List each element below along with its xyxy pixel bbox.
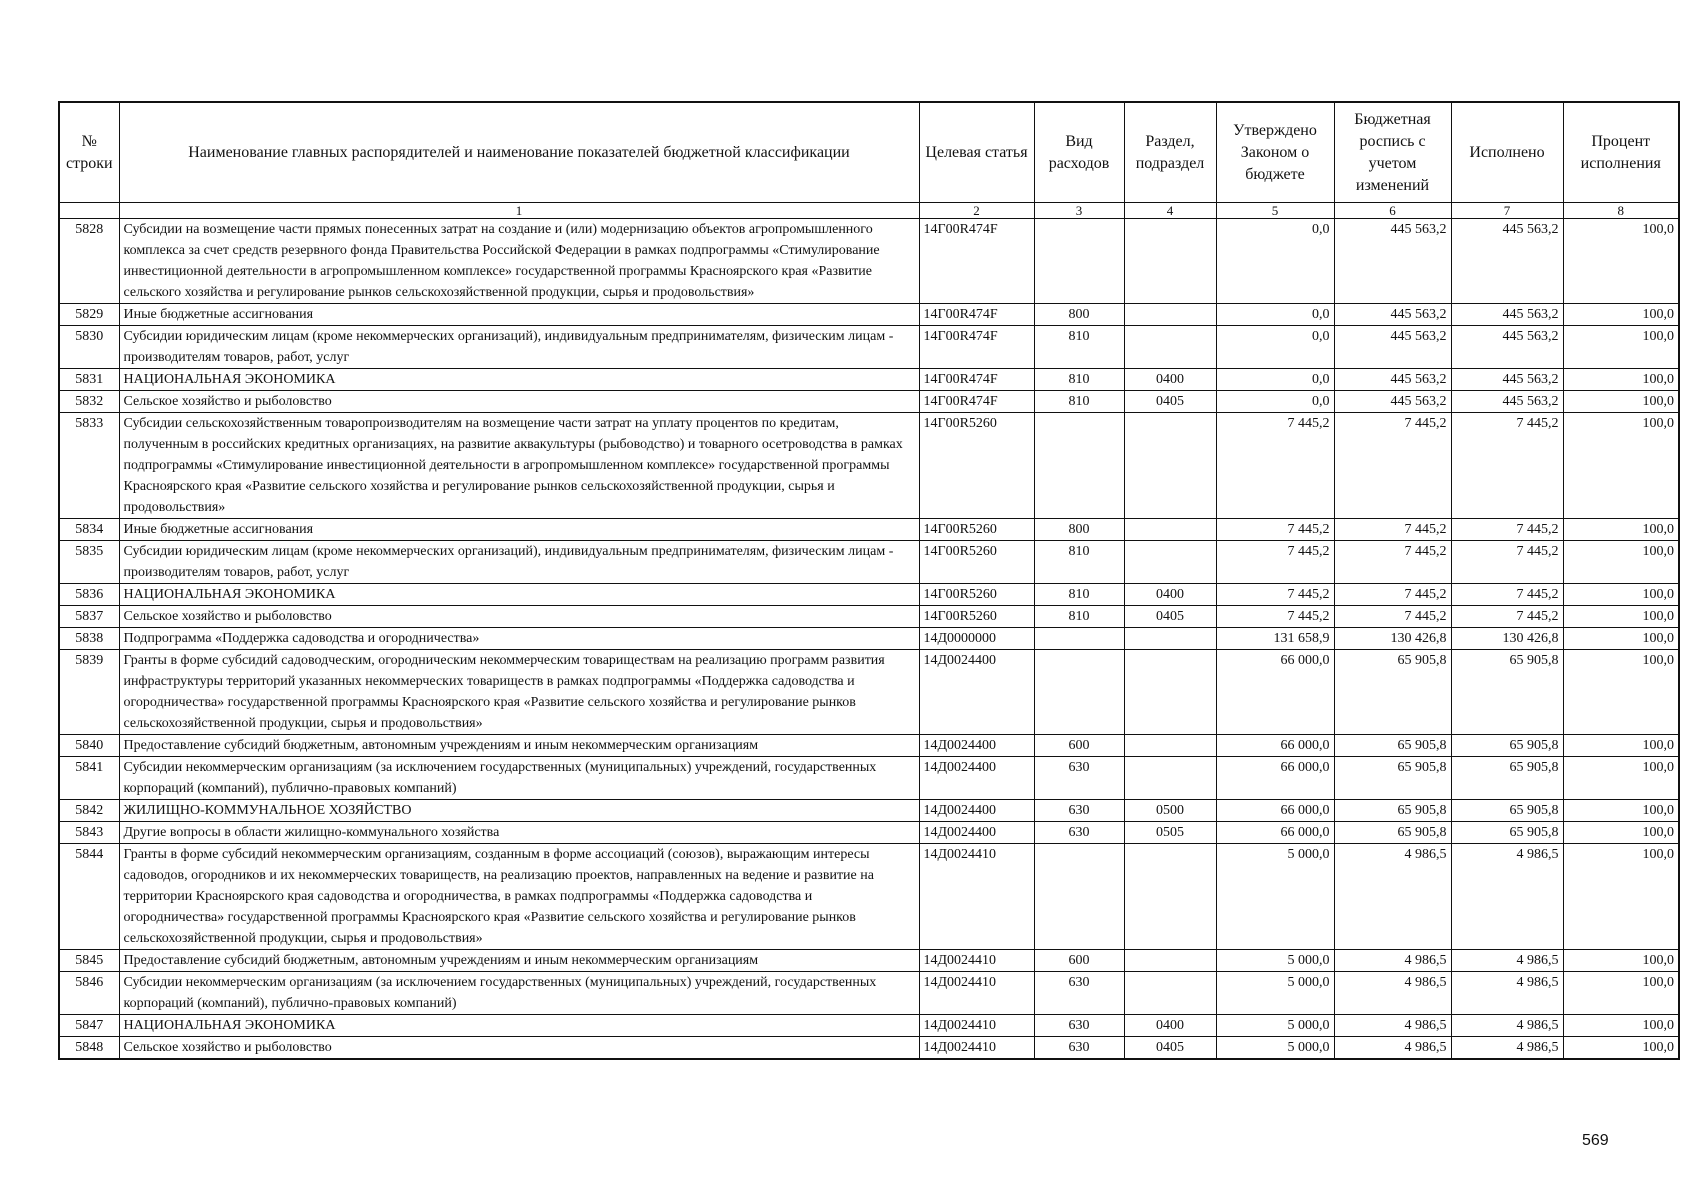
table-body [59, 219, 1679, 1060]
percent-cell: 100,0 [1563, 735, 1679, 757]
approved-cell: 66 000,0 [1216, 757, 1334, 800]
approved-cell: 0,0 [1216, 326, 1334, 369]
table-row [59, 972, 1679, 1015]
column-number: 5 [1216, 203, 1334, 219]
percent-cell: 100,0 [1563, 757, 1679, 800]
header-budget-plan: Бюджетная роспись с учетом изменений [1334, 102, 1451, 203]
budget-plan-cell: 4 986,5 [1334, 972, 1451, 1015]
section-cell [1124, 326, 1216, 369]
section-cell [1124, 735, 1216, 757]
section-cell [1124, 219, 1216, 304]
executed-cell: 445 563,2 [1451, 304, 1563, 326]
percent-cell: 100,0 [1563, 304, 1679, 326]
expense-type-cell [1034, 628, 1124, 650]
expense-type-cell: 810 [1034, 369, 1124, 391]
expense-type-cell: 630 [1034, 1037, 1124, 1060]
approved-cell: 66 000,0 [1216, 822, 1334, 844]
approved-cell: 7 445,2 [1216, 584, 1334, 606]
expense-type-cell: 630 [1034, 1015, 1124, 1037]
approved-cell: 5 000,0 [1216, 950, 1334, 972]
table-row [59, 326, 1679, 369]
section-cell [1124, 628, 1216, 650]
expense-type-cell: 810 [1034, 541, 1124, 584]
section-cell [1124, 650, 1216, 735]
percent-cell: 100,0 [1563, 584, 1679, 606]
expense-type-cell: 630 [1034, 757, 1124, 800]
table-row [59, 584, 1679, 606]
name-cell: Сельское хозяйство и рыболовство [119, 606, 919, 628]
executed-cell: 445 563,2 [1451, 391, 1563, 413]
row-number-cell: 5845 [59, 950, 119, 972]
row-number-cell: 5837 [59, 606, 119, 628]
table-row [59, 413, 1679, 519]
column-number-row [59, 203, 1679, 219]
expense-type-cell [1034, 844, 1124, 950]
approved-cell: 0,0 [1216, 369, 1334, 391]
approved-cell: 5 000,0 [1216, 972, 1334, 1015]
budget-plan-cell: 65 905,8 [1334, 800, 1451, 822]
executed-cell: 65 905,8 [1451, 735, 1563, 757]
executed-cell: 130 426,8 [1451, 628, 1563, 650]
executed-cell: 4 986,5 [1451, 1015, 1563, 1037]
executed-cell: 4 986,5 [1451, 972, 1563, 1015]
expense-type-cell: 630 [1034, 972, 1124, 1015]
name-cell: Иные бюджетные ассигнования [119, 519, 919, 541]
table-row [59, 1037, 1679, 1060]
name-cell: Подпрограмма «Поддержка садоводства и огородничества» [119, 628, 919, 650]
table-row [59, 606, 1679, 628]
target-article-cell: 14Д0000000 [919, 628, 1034, 650]
table-row [59, 391, 1679, 413]
section-cell [1124, 304, 1216, 326]
name-cell: НАЦИОНАЛЬНАЯ ЭКОНОМИКА [119, 369, 919, 391]
name-cell: Субсидии юридическим лицам (кроме некоммерческих организаций), индивидуальным предпринимателям, физическим лицам - производителям товаров, работ, услуг [119, 541, 919, 584]
name-cell: ЖИЛИЩНО-КОММУНАЛЬНОЕ ХОЗЯЙСТВО [119, 800, 919, 822]
row-number-cell: 5844 [59, 844, 119, 950]
table-row [59, 800, 1679, 822]
section-cell: 0400 [1124, 1015, 1216, 1037]
name-cell: Субсидии на возмещение части прямых понесенных затрат на создание и (или) модернизацию объектов агропромышленного комплекса за счет средств резервного фонда Правительства Российской Федерации в рамках подпрограммы «Стимулирование инвестиционной деятельности в агропромышленном комплексе» государственной программы Красноярского края «Развитие сельского хозяйства и регулирование рынков сельскохозяйственной продукции, сырья и продовольствия» [119, 219, 919, 304]
percent-cell: 100,0 [1563, 606, 1679, 628]
row-number-cell: 5838 [59, 628, 119, 650]
budget-plan-cell: 7 445,2 [1334, 519, 1451, 541]
expense-type-cell: 810 [1034, 606, 1124, 628]
name-cell: Предоставление субсидий бюджетным, автономным учреждениям и иным некоммерческим организациям [119, 950, 919, 972]
column-number: 2 [919, 203, 1034, 219]
percent-cell: 100,0 [1563, 391, 1679, 413]
approved-cell: 7 445,2 [1216, 519, 1334, 541]
row-number-cell: 5840 [59, 735, 119, 757]
name-cell: НАЦИОНАЛЬНАЯ ЭКОНОМИКА [119, 1015, 919, 1037]
section-cell: 0405 [1124, 391, 1216, 413]
approved-cell: 7 445,2 [1216, 606, 1334, 628]
budget-plan-cell: 445 563,2 [1334, 304, 1451, 326]
expense-type-cell: 800 [1034, 304, 1124, 326]
target-article-cell: 14Д0024410 [919, 844, 1034, 950]
executed-cell: 7 445,2 [1451, 413, 1563, 519]
row-number-cell: 5830 [59, 326, 119, 369]
row-number-cell: 5833 [59, 413, 119, 519]
target-article-cell: 14Г00R474F [919, 326, 1034, 369]
section-cell: 0405 [1124, 1037, 1216, 1060]
approved-cell: 0,0 [1216, 304, 1334, 326]
row-number-cell: 5831 [59, 369, 119, 391]
section-cell [1124, 757, 1216, 800]
percent-cell: 100,0 [1563, 844, 1679, 950]
header-row-number: № строки [59, 102, 119, 203]
executed-cell: 445 563,2 [1451, 219, 1563, 304]
row-number-cell: 5843 [59, 822, 119, 844]
expense-type-cell [1034, 219, 1124, 304]
budget-plan-cell: 7 445,2 [1334, 606, 1451, 628]
table-row [59, 1015, 1679, 1037]
executed-cell: 65 905,8 [1451, 650, 1563, 735]
section-cell [1124, 972, 1216, 1015]
row-number-cell: 5847 [59, 1015, 119, 1037]
percent-cell: 100,0 [1563, 219, 1679, 304]
section-cell: 0400 [1124, 369, 1216, 391]
row-number-cell: 5842 [59, 800, 119, 822]
percent-cell: 100,0 [1563, 972, 1679, 1015]
approved-cell: 66 000,0 [1216, 735, 1334, 757]
budget-plan-cell: 4 986,5 [1334, 1037, 1451, 1060]
name-cell: Другие вопросы в области жилищно-коммунального хозяйства [119, 822, 919, 844]
approved-cell: 5 000,0 [1216, 1037, 1334, 1060]
section-cell: 0505 [1124, 822, 1216, 844]
table-row [59, 844, 1679, 950]
target-article-cell: 14Д0024410 [919, 972, 1034, 1015]
expense-type-cell: 630 [1034, 800, 1124, 822]
approved-cell: 66 000,0 [1216, 650, 1334, 735]
target-article-cell: 14Г00R474F [919, 391, 1034, 413]
target-article-cell: 14Г00R5260 [919, 584, 1034, 606]
budget-plan-cell: 445 563,2 [1334, 391, 1451, 413]
expense-type-cell [1034, 413, 1124, 519]
name-cell: Иные бюджетные ассигнования [119, 304, 919, 326]
section-cell [1124, 519, 1216, 541]
budget-plan-cell: 4 986,5 [1334, 844, 1451, 950]
column-number: 4 [1124, 203, 1216, 219]
percent-cell: 100,0 [1563, 413, 1679, 519]
approved-cell: 0,0 [1216, 391, 1334, 413]
executed-cell: 7 445,2 [1451, 584, 1563, 606]
table-row [59, 369, 1679, 391]
target-article-cell: 14Д0024410 [919, 950, 1034, 972]
name-cell: Субсидии некоммерческим организациям (за исключением государственных (муниципальных) учреждений, государственных корпораций (компаний), публично-правовых компаний) [119, 757, 919, 800]
header-percent: Процент исполнения [1563, 102, 1679, 203]
executed-cell: 65 905,8 [1451, 757, 1563, 800]
table-row [59, 822, 1679, 844]
budget-plan-cell: 4 986,5 [1334, 1015, 1451, 1037]
name-cell: Субсидии юридическим лицам (кроме некоммерческих организаций), индивидуальным предпринимателям, физическим лицам - производителям товаров, работ, услуг [119, 326, 919, 369]
row-number-cell: 5839 [59, 650, 119, 735]
executed-cell: 4 986,5 [1451, 844, 1563, 950]
target-article-cell: 14Д0024410 [919, 1015, 1034, 1037]
budget-plan-cell: 7 445,2 [1334, 584, 1451, 606]
expense-type-cell: 810 [1034, 584, 1124, 606]
target-article-cell: 14Г00R474F [919, 369, 1034, 391]
budget-plan-cell: 4 986,5 [1334, 950, 1451, 972]
header-target-article: Целевая статья [919, 102, 1034, 203]
column-number: 6 [1334, 203, 1451, 219]
name-cell: Гранты в форме субсидий садоводческим, огородническим некоммерческим товариществам на реализацию программ развития инфраструктуры территорий указанных некоммерческих товариществ в рамках подпрограммы «Поддержка садоводства и огородничества» государственной программы Красноярского края «Развитие сельского хозяйства и регулирование рынков сельскохозяйственной продукции, сырья и продовольствия» [119, 650, 919, 735]
expense-type-cell [1034, 650, 1124, 735]
approved-cell: 5 000,0 [1216, 844, 1334, 950]
budget-plan-cell: 445 563,2 [1334, 326, 1451, 369]
percent-cell: 100,0 [1563, 628, 1679, 650]
executed-cell: 4 986,5 [1451, 950, 1563, 972]
section-cell: 0400 [1124, 584, 1216, 606]
table-row [59, 541, 1679, 584]
budget-table [58, 101, 1680, 1060]
page-number: 569 [1582, 1132, 1609, 1149]
table-row [59, 950, 1679, 972]
target-article-cell: 14Д0024400 [919, 757, 1034, 800]
section-cell [1124, 541, 1216, 584]
row-number-cell: 5829 [59, 304, 119, 326]
target-article-cell: 14Г00R5260 [919, 606, 1034, 628]
name-cell: Субсидии некоммерческим организациям (за исключением государственных (муниципальных) учреждений, государственных корпораций (компаний), публично-правовых компаний) [119, 972, 919, 1015]
budget-plan-cell: 65 905,8 [1334, 757, 1451, 800]
executed-cell: 445 563,2 [1451, 326, 1563, 369]
approved-cell: 5 000,0 [1216, 1015, 1334, 1037]
row-number-cell: 5832 [59, 391, 119, 413]
target-article-cell: 14Д0024400 [919, 735, 1034, 757]
column-number: 3 [1034, 203, 1124, 219]
table-row [59, 757, 1679, 800]
executed-cell: 65 905,8 [1451, 822, 1563, 844]
executed-cell: 7 445,2 [1451, 606, 1563, 628]
row-number-cell: 5846 [59, 972, 119, 1015]
row-number-cell: 5834 [59, 519, 119, 541]
approved-cell: 7 445,2 [1216, 541, 1334, 584]
target-article-cell: 14Г00R5260 [919, 519, 1034, 541]
expense-type-cell: 810 [1034, 391, 1124, 413]
section-cell [1124, 950, 1216, 972]
expense-type-cell: 810 [1034, 326, 1124, 369]
percent-cell: 100,0 [1563, 1037, 1679, 1060]
budget-plan-cell: 65 905,8 [1334, 650, 1451, 735]
header-executed: Исполнено [1451, 102, 1563, 203]
column-number: 8 [1563, 203, 1679, 219]
budget-plan-cell: 445 563,2 [1334, 219, 1451, 304]
percent-cell: 100,0 [1563, 822, 1679, 844]
percent-cell: 100,0 [1563, 326, 1679, 369]
executed-cell: 445 563,2 [1451, 369, 1563, 391]
approved-cell: 66 000,0 [1216, 800, 1334, 822]
name-cell: Сельское хозяйство и рыболовство [119, 1037, 919, 1060]
budget-plan-cell: 7 445,2 [1334, 541, 1451, 584]
approved-cell: 7 445,2 [1216, 413, 1334, 519]
target-article-cell: 14Г00R5260 [919, 541, 1034, 584]
budget-plan-cell: 65 905,8 [1334, 822, 1451, 844]
column-number: 1 [119, 203, 919, 219]
table-row [59, 735, 1679, 757]
name-cell: Гранты в форме субсидий некоммерческим организациям, созданным в форме ассоциаций (союзов), выражающим интересы садоводов, огородников и их некоммерческих товариществ, на реализацию проектов, направленных на ведение и развитие на территории Красноярского края садоводства и огородничества, в рамках подпрограммы «Поддержка садоводства и огородничества» государственной программы Красноярского края «Развитие сельского хозяйства и регулирование рынков сельскохозяйственной продукции, сырья и продовольствия» [119, 844, 919, 950]
percent-cell: 100,0 [1563, 519, 1679, 541]
executed-cell: 7 445,2 [1451, 541, 1563, 584]
header-approved: Утверждено Законом о бюджете [1216, 102, 1334, 203]
name-cell: Субсидии сельскохозяйственным товаропроизводителям на возмещение части затрат на уплату процентов по кредитам, полученным в российских кредитных организациях, на развитие аквакультуры (рыбоводство) и товарного осетроводства в рамках подпрограммы «Стимулирование инвестиционной деятельности в агропромышленном комплексе» государственной программы Красноярского края «Развитие сельского хозяйства и регулирование рынков сельскохозяйственной продукции, сырья и продовольствия» [119, 413, 919, 519]
target-article-cell: 14Д0024410 [919, 1037, 1034, 1060]
header-section: Раздел, подраздел [1124, 102, 1216, 203]
executed-cell: 7 445,2 [1451, 519, 1563, 541]
section-cell [1124, 413, 1216, 519]
budget-plan-cell: 130 426,8 [1334, 628, 1451, 650]
percent-cell: 100,0 [1563, 1015, 1679, 1037]
target-article-cell: 14Г00R474F [919, 304, 1034, 326]
percent-cell: 100,0 [1563, 650, 1679, 735]
budget-plan-cell: 65 905,8 [1334, 735, 1451, 757]
header-name: Наименование главных распорядителей и наименование показателей бюджетной классификации [119, 102, 919, 203]
row-number-cell: 5841 [59, 757, 119, 800]
row-number-cell: 5848 [59, 1037, 119, 1060]
row-number-cell: 5828 [59, 219, 119, 304]
budget-plan-cell: 7 445,2 [1334, 413, 1451, 519]
section-cell [1124, 844, 1216, 950]
budget-plan-cell: 445 563,2 [1334, 369, 1451, 391]
table-row [59, 628, 1679, 650]
approved-cell: 0,0 [1216, 219, 1334, 304]
expense-type-cell: 600 [1034, 735, 1124, 757]
section-cell: 0500 [1124, 800, 1216, 822]
target-article-cell: 14Д0024400 [919, 822, 1034, 844]
target-article-cell: 14Г00R474F [919, 219, 1034, 304]
executed-cell: 4 986,5 [1451, 1037, 1563, 1060]
section-cell: 0405 [1124, 606, 1216, 628]
percent-cell: 100,0 [1563, 950, 1679, 972]
row-number-cell: 5836 [59, 584, 119, 606]
target-article-cell: 14Г00R5260 [919, 413, 1034, 519]
expense-type-cell: 600 [1034, 950, 1124, 972]
approved-cell: 131 658,9 [1216, 628, 1334, 650]
header-expense-type: Вид расходов [1034, 102, 1124, 203]
name-cell: Сельское хозяйство и рыболовство [119, 391, 919, 413]
header-row [59, 102, 1679, 203]
target-article-cell: 14Д0024400 [919, 800, 1034, 822]
percent-cell: 100,0 [1563, 800, 1679, 822]
executed-cell: 65 905,8 [1451, 800, 1563, 822]
name-cell: НАЦИОНАЛЬНАЯ ЭКОНОМИКА [119, 584, 919, 606]
table-row [59, 219, 1679, 304]
column-number [59, 203, 119, 219]
expense-type-cell: 800 [1034, 519, 1124, 541]
column-number: 7 [1451, 203, 1563, 219]
table-row [59, 304, 1679, 326]
percent-cell: 100,0 [1563, 541, 1679, 584]
expense-type-cell: 630 [1034, 822, 1124, 844]
name-cell: Предоставление субсидий бюджетным, автономным учреждениям и иным некоммерческим организациям [119, 735, 919, 757]
table-row [59, 650, 1679, 735]
row-number-cell: 5835 [59, 541, 119, 584]
table-row [59, 519, 1679, 541]
percent-cell: 100,0 [1563, 369, 1679, 391]
target-article-cell: 14Д0024400 [919, 650, 1034, 735]
